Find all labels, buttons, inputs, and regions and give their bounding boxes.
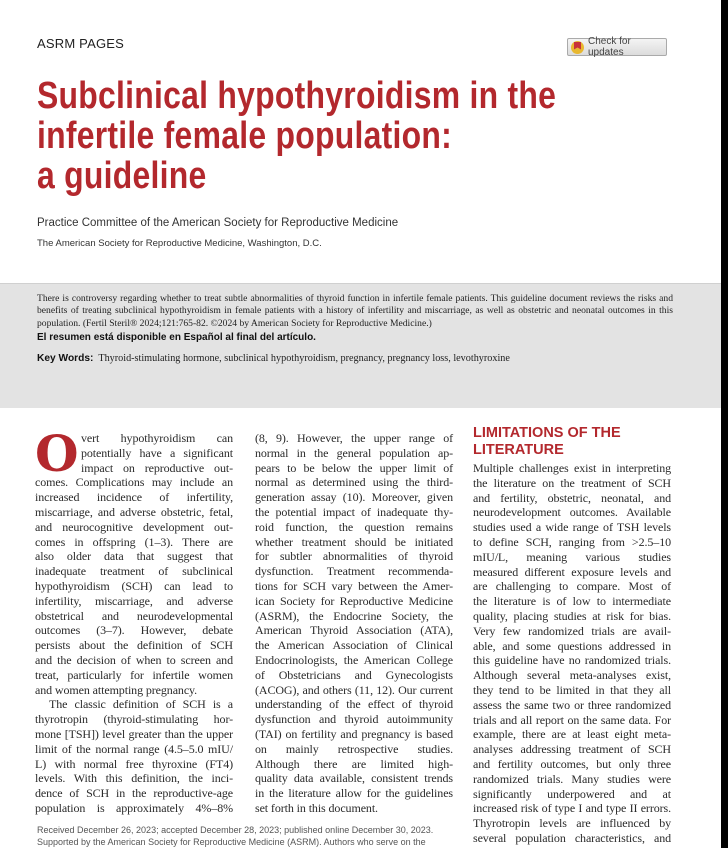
text-line: dence of SCH in the reproductive-age <box>35 786 233 801</box>
keywords-list: Thyroid-stimulating hormone, subclinical hypothyroidism, pregnancy, pregnancy loss, levothyroxine <box>98 353 510 365</box>
text-line: ican Society for Reproductive Medicine <box>255 593 453 608</box>
text-line: and neurocognitive development out- <box>35 519 233 534</box>
text-line: significantly underpowered and at <box>473 786 671 801</box>
heading-line: LIMITATIONS OF THE <box>473 425 621 441</box>
text-line: mIU/L, meaning various studies <box>473 549 671 564</box>
text-line: dysfunction. Treatment recommenda- <box>255 564 453 579</box>
text-line: normal as determined using the third- <box>255 475 453 490</box>
text-line: Endocrinologists, the American College <box>255 652 453 667</box>
text-line: miscarriage, and adverse obstetric, fetal, <box>35 504 233 519</box>
text-line: persists about the definition of SCH <box>35 638 233 653</box>
text-line: they tend to be limited in that they all <box>473 682 671 697</box>
body-column-2 <box>255 431 453 816</box>
text-line: this guideline have no randomized trials. <box>473 653 671 668</box>
text-line: and the decision of when to screen and <box>35 652 233 667</box>
text-line: vert hypothyroidism can <box>81 431 233 445</box>
spanish-summary-note: El resumen está disponible en Español al final del artículo. <box>37 332 316 344</box>
article-title <box>37 76 558 196</box>
text-line: and fertility, obstetric, neonatal, and <box>473 490 671 505</box>
text-line: increased incidence of infertility, <box>35 490 233 505</box>
bookmark-icon <box>571 41 584 54</box>
title-line: Subclinical hypothyroidism in the <box>37 75 557 117</box>
body-column-1 <box>35 424 233 816</box>
text-line: example, there are at least eight meta- <box>473 727 671 742</box>
text-line: are challenging to compare. Most of <box>473 579 671 594</box>
text-line: obstetrical and neurodevelopmental <box>35 608 233 623</box>
text-line: comes. Complications may include an <box>35 475 233 490</box>
text-line: impact on reproductive out- <box>81 460 233 475</box>
text-line: several population characteristics, and <box>473 830 671 845</box>
text-line: Very few randomized trials are avail- <box>473 623 671 638</box>
text-line: the literature is of low to intermediate <box>473 594 671 609</box>
text-line: on mainly retrospective studies. <box>255 741 453 756</box>
heading-line: LITERATURE <box>473 442 564 458</box>
text-line: and women attempting pregnancy. <box>35 682 198 697</box>
text-line: potentially have a significant <box>81 445 233 460</box>
text-line: levels. With this definition, the inci- <box>35 771 233 786</box>
text-line: quality, placing studies at risk for bias. <box>473 608 671 623</box>
text-line: to define SCH, ranging from >2.5–10 <box>473 534 671 549</box>
text-line: outcomes (3–7). However, debate <box>35 623 233 638</box>
drop-cap: O <box>35 424 79 483</box>
text-line: population is approximately 4%–8% <box>35 800 233 815</box>
text-line: in the literature allow for the guidelines <box>255 786 453 801</box>
text-line: studies used a wide range of TSH levels <box>473 520 671 535</box>
text-line: tions for SCH vary between the Amer- <box>255 578 453 593</box>
text-line: (8, 9). However, the upper range of <box>255 431 453 445</box>
title-line: a guideline <box>37 155 207 197</box>
text-line: (ASRM), the Endocrine Society, the <box>255 608 453 623</box>
check-for-updates-label: Check for updates <box>588 36 631 58</box>
text-line: comes in offspring (1–3). There are <box>35 534 233 549</box>
text-line: Although several meta-analyses exist, <box>473 668 671 683</box>
title-line: infertile female population: <box>37 115 452 157</box>
text-line: hypothyroidism (SCH) can lead to <box>35 578 233 593</box>
text-line: quality data available, consistent trends <box>255 771 453 786</box>
text-line: (TAI) on fertility and pregnancy is based <box>255 726 453 741</box>
text-line: for subtler abnormalities of thyroid <box>255 549 453 564</box>
text-line: generation assay (10). Moreover, given <box>255 490 453 505</box>
text-line: and fertility outcomes, but only three <box>473 756 671 771</box>
text-line: American Thyroid Association (ATA), <box>255 623 453 638</box>
check-for-updates-button[interactable] <box>567 38 667 56</box>
text-line: increased risk of type I and type II errors. <box>473 801 671 816</box>
text-line: the potential impact of inadequate thy- <box>255 504 453 519</box>
text-line: The classic definition of SCH is a <box>49 697 233 712</box>
footnote-line: Received December 26, 2023; accepted December 28, 2023; published online December 30, 2023. <box>37 825 434 835</box>
abstract-box <box>0 283 721 408</box>
text-line: measured different exposure levels and <box>473 564 671 579</box>
text-line: (ACOG), and others (11, 12). Our current <box>255 682 453 697</box>
text-line: normal in the general population ap- <box>255 445 453 460</box>
text-line: set forth in this document. <box>255 800 378 815</box>
text-line: also older data that suggest that <box>35 549 233 564</box>
authors: Practice Committee of the American Society for Reproductive Medicine <box>37 217 399 229</box>
text-line: understanding of the effect of thyroid <box>255 697 453 712</box>
text-line: thyrotropin (thyroid-stimulating hor- <box>35 712 233 727</box>
body-column-3 <box>473 461 671 846</box>
abstract-text: There is controversy regarding whether to treat subtle abnormalities of thyroid function in infertile female patients. This guideline document reviews the risks and benefits of treating subclinical hypothyroidism in female patients with a history of infertility and miscarriage, as well as obstetric and neonatal outcomes in this population. (Fertil Steril® 2024;121:765-82. ©2024 by American Society for Reproductive Medicine.) <box>37 293 673 329</box>
text-line: Thyrotropin levels are influenced by <box>473 816 671 831</box>
text-line: Multiple challenges exist in interpreting <box>473 461 671 475</box>
keywords <box>37 352 673 365</box>
section-label: ASRM PAGES <box>37 36 125 51</box>
text-line: whether treatment should be initiated <box>255 534 453 549</box>
text-line: inadequate treatment of subclinical <box>35 564 233 579</box>
text-line: L) with normal free thyroxine (FT4) <box>35 756 233 771</box>
text-line: the American Association of Clinical <box>255 638 453 653</box>
footnote <box>37 824 457 848</box>
text-line: able, and some questions addressed in <box>473 638 671 653</box>
text-line: randomized trials. Many studies were <box>473 771 671 786</box>
text-line: infertility, miscarriage, and adverse <box>35 593 233 608</box>
text-line: Although there are limited high- <box>255 756 453 771</box>
text-line: trials and all report on the same data. For <box>473 712 671 727</box>
text-line: the literature on the treatment of SCH <box>473 475 671 490</box>
text-line: neurodevelopment outcomes. Available <box>473 505 671 520</box>
text-line: treat, particularly for infertile women <box>35 667 233 682</box>
text-line: assess the same two or three randomized <box>473 697 671 712</box>
text-line: mone [TSH]) level greater than the upper <box>35 726 233 741</box>
section-heading-limitations <box>473 425 621 459</box>
footnote-line: Supported by the American Society for Reproductive Medicine (ASRM). Authors who serve on the <box>37 837 426 847</box>
text-line: limit of the normal range (4.5–5.0 mIU/ <box>35 741 233 756</box>
text-line: of Obstetricians and Gynecologists <box>255 667 453 682</box>
text-line: dysfunction and thyroid autoimmunity <box>255 712 453 727</box>
text-line: analyses addressing treatment of SCH <box>473 742 671 757</box>
text-line: roid function, the question remains <box>255 519 453 534</box>
keywords-label: Key Words: <box>37 353 94 365</box>
affiliation: The American Society for Reproductive Medicine, Washington, D.C. <box>37 238 322 249</box>
text-line: pears to be below the upper limit of <box>255 460 453 475</box>
